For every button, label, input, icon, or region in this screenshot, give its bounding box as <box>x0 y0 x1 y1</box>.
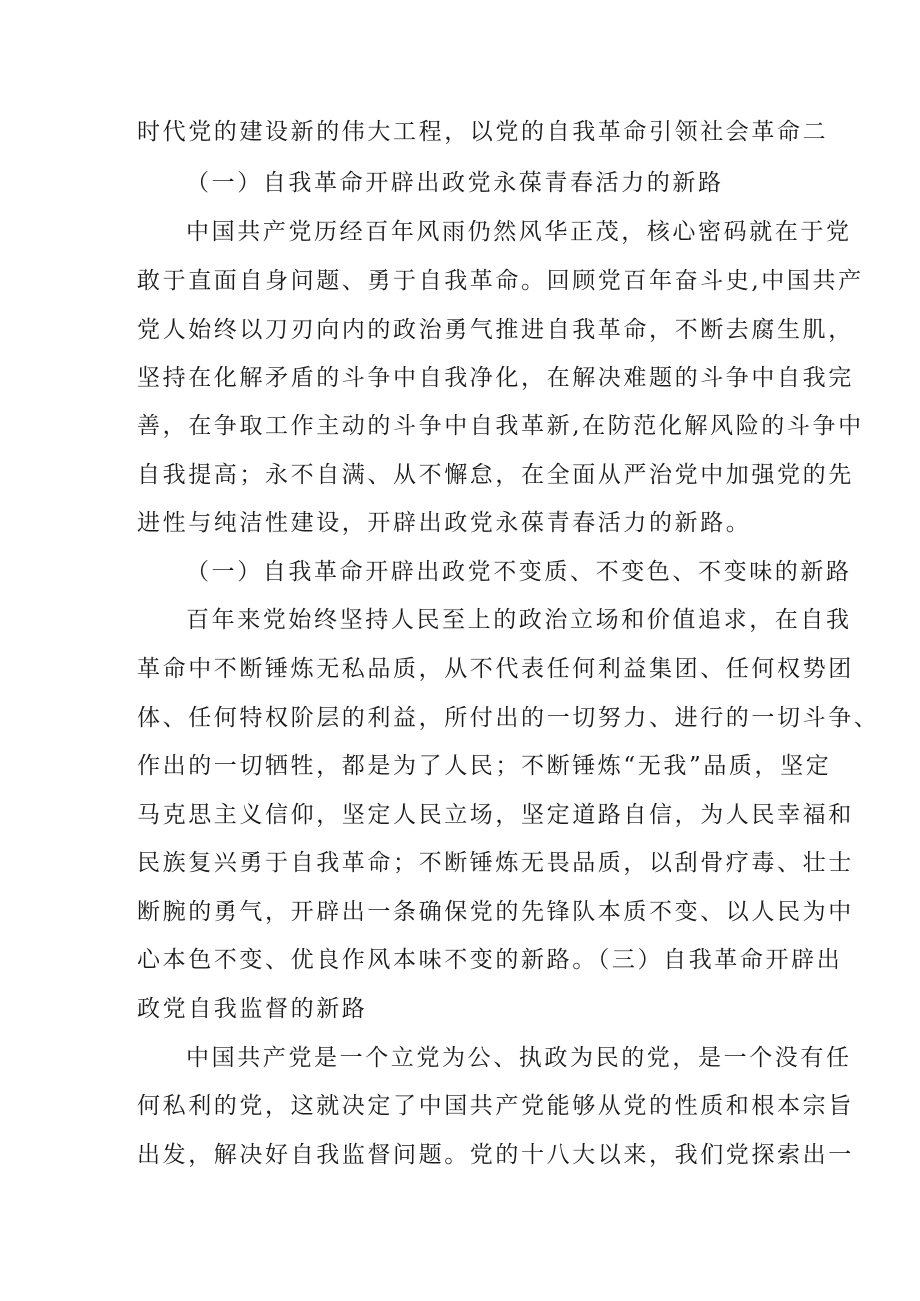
text-line-18: 心本色不变、优良作风本味不变的新路。（三）自我革命开辟出 <box>137 947 843 973</box>
text-line-9: 进性与纯洁性建设，开辟出政党永葆青春活力的新路。 <box>137 510 752 536</box>
text-line-4: 敢于直面自身问题、勇于自我革命。回顾党百年奋斗史,中国共产 <box>137 268 864 294</box>
text-line-6: 坚持在化解矛盾的斗争中自我净化，在解决难题的斗争中自我完 <box>137 365 854 391</box>
section-heading-2: （一）自我革命开辟出政党不变质、不变色、不变味的新路 <box>186 559 852 585</box>
text-line-13: 体、任何特权阶层的利益，所付出的一切努力、进行的一切斗争、 <box>137 705 880 731</box>
text-line-12: 革命中不断锤炼无私品质，从不代表任何利益集团、任何权势团 <box>137 656 854 682</box>
text-line-22: 出发，解决好自我监督问题。党的十八大以来，我们党探索出一 <box>137 1142 854 1168</box>
text-line-19: 政党自我监督的新路 <box>137 996 368 1022</box>
text-line-21: 何私利的党，这就决定了中国共产党能够从党的性质和根本宗旨 <box>137 1093 854 1119</box>
text-line-14: 作出的一切牺牲，都是为了人民；不断锤炼“无我”品质，坚定 <box>137 753 832 779</box>
text-line-17: 断腕的勇气，开辟出一条确保党的先锋队本质不变、以人民为中 <box>137 899 854 925</box>
text-line-11: 百年来党始终坚持人民至上的政治立场和价值追求，在自我 <box>186 607 852 633</box>
text-line-20: 中国共产党是一个立党为公、执政为民的党，是一个没有任 <box>186 1045 852 1071</box>
section-heading-1: （一）自我革命开辟出政党永葆青春活力的新路 <box>186 170 724 196</box>
text-line-7: 善，在争取工作主动的斗争中自我革新,在防范化解风险的斗争中 <box>137 413 864 439</box>
text-line-15: 马克思主义信仰，坚定人民立场，坚定道路自信，为人民幸福和 <box>137 802 854 828</box>
text-line-16: 民族复兴勇于自我革命；不断锤炼无畏品质，以刮骨疗毒、壮士 <box>137 850 854 876</box>
text-line-3: 中国共产党历经百年风雨仍然风华正茂，核心密码就在于党 <box>186 219 852 245</box>
text-line-5: 党人始终以刀刃向内的政治勇气推进自我革命，不断去腐生肌， <box>137 317 854 343</box>
text-line-8: 自我提高；永不自满、从不懈怠，在全面从严治党中加强党的先 <box>137 462 854 488</box>
text-line-1: 时代党的建设新的伟大工程，以党的自我革命引领社会革命二 <box>137 119 829 145</box>
